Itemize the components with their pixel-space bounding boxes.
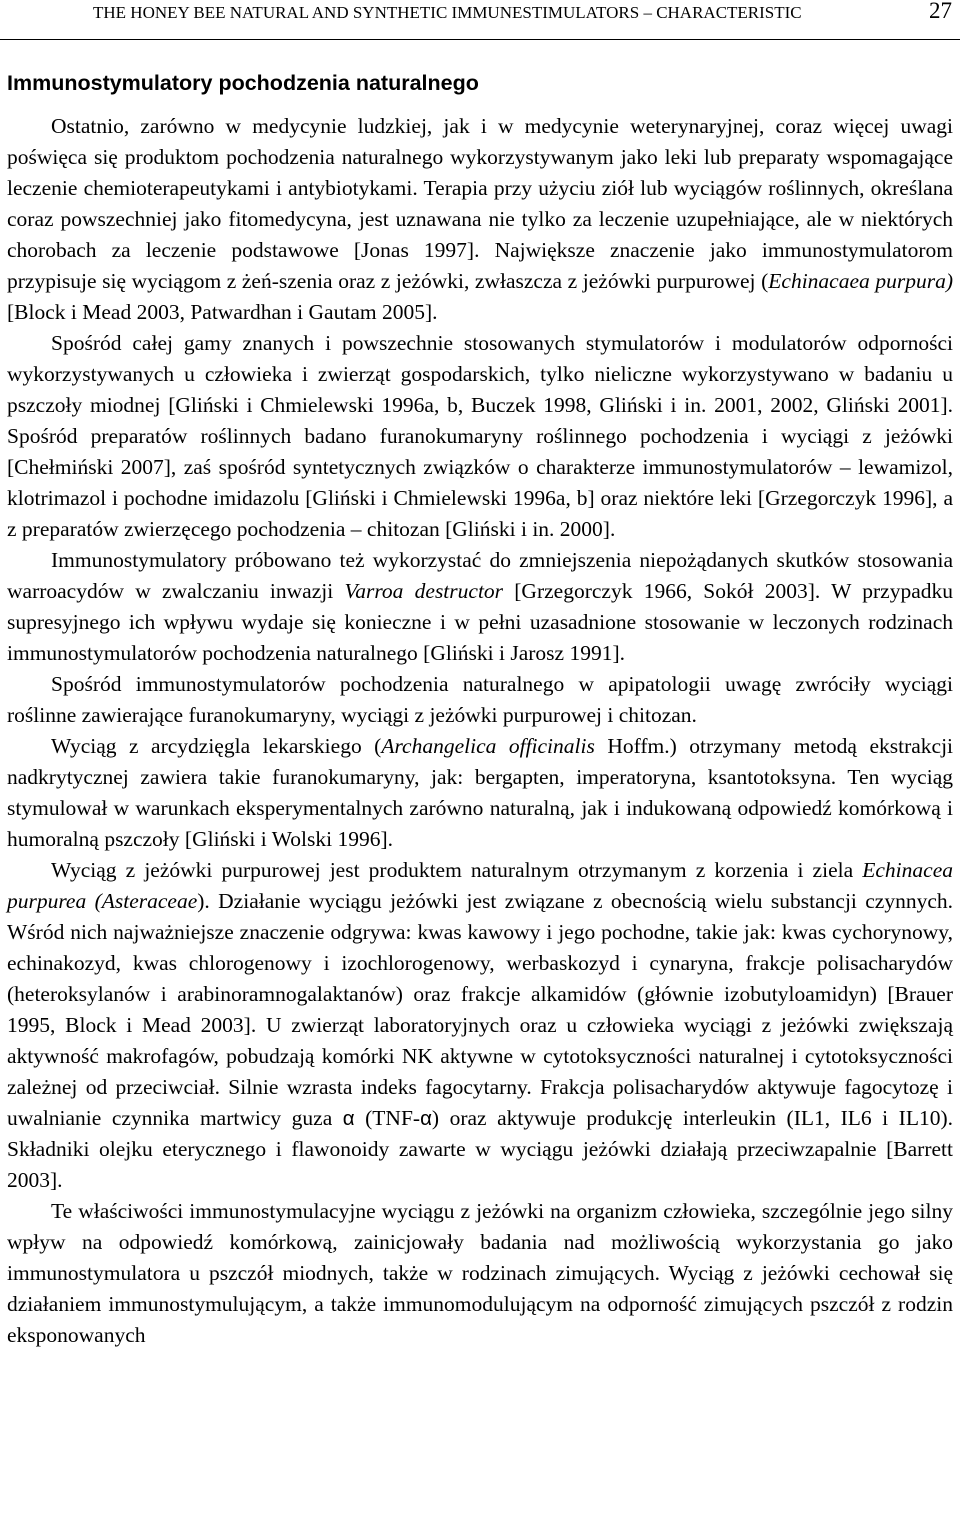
paragraph-6-text-a: Wyciąg z jeżówki purpurowej jest produktem naturalnym otrzymanym z korzenia i ziela — [51, 858, 863, 882]
paragraph-6-text-d: ) oraz aktywuje produkcję interleukin (IL1, IL6 i IL10). Składniki olejku eterycznego i flawonoidy zawarte w wyciągu jeżówki działają przeciwzapalnie [Barrett 2003]. — [7, 1106, 953, 1192]
alpha-symbol: α — [420, 1107, 432, 1130]
paragraph-3 — [7, 545, 953, 669]
paragraph-3-text-a: Immunostymulatory próbowano też wykorzystać do zmniejszenia niepożądanych skutków stosowania warroacydów w zwalczaniu inwazji — [7, 548, 953, 603]
paragraph-1-text-a: Ostatnio, zarówno w medycynie ludzkiej, jak i w medycynie weterynaryjnej, coraz więcej uwagi poświęca się produktom pochodzenia naturalnego wykorzystywanym jako leki lub preparaty wspomagające leczenie chemioterapeutykami i antybiotykami. Terapia przy użyciu ziół lub wyciągów roślinnych, określana coraz powszechniej jako fitomedycyna, jest uznawana nie tylko za leczenie uzupełniające, ale w niektórych chorobach za leczenie podstawowe [Jonas 1997]. — [7, 114, 953, 262]
paragraph-6-species: Echinacea purpurea (Asteraceae — [7, 858, 953, 913]
paragraph-3-text-b: [Grzegorczyk 1966, Sokół 2003]. W przypadku supresyjnego ich wpływu wydaje się konieczne i w pełni uzasadnione stosowanie w leczonych rodzinach immunostymulatorów pochodzenia naturalnego [Gliński i Jarosz 1991]. — [7, 579, 953, 665]
paragraph-5-text-a: Wyciąg z arcydzięgla lekarskiego ( — [51, 734, 382, 758]
paragraph-6-text-c: (TNF- — [354, 1106, 421, 1130]
paragraph-3-species: Varroa destructor — [344, 579, 504, 603]
page-number: 27 — [929, 0, 952, 23]
paragraph-1-text-b: Największe znaczenie jako immunostymulatorom przypisuje się wyciągom z żeń-szenia oraz z jeżówki, zwłaszcza z jeżówki purpurowej ( — [7, 238, 954, 293]
paragraph-1-text-c: [Block i Mead 2003, Patwardhan i Gautam 2005]. — [7, 300, 438, 324]
paragraph-1 — [7, 111, 953, 328]
paragraph-5-species: Archangelica officinalis — [381, 734, 595, 758]
running-title: THE HONEY BEE NATURAL AND SYNTHETIC IMMUNESTIMULATORS – CHARACTERISTIC — [93, 3, 802, 22]
paragraph-1-species: Echinacaea purpura) — [768, 269, 953, 293]
paragraph-7: Te właściwości immunostymulacyjne wyciągu z jeżówki na organizm człowieka, szczególnie jego silny wpływ na odpowiedź komórkową, zainicjowały badania nad możliwością wykorzystania go jako immunostymulatora u pszczół miodnych, także w rodzinach zimujących. Wyciąg z jeżówki cechował się działaniem immunostymulującym, a także immunomodulującym na odporność zimujących pszczół z rodzin eksponowanych — [7, 1199, 953, 1347]
paragraph-6-text-b: ). Działanie wyciągu jeżówki jest związane z obecnością wielu substancji czynnych. Wśród nich najważniejsze znaczenie odgrywa: kwas kawowy i jego pochodne, takie jak: kwas cychorynowy, echinakozyd, kwas chlorogenowy i izochlorogenowy, werbaskozyd i cynaryna, frakcje polisacharydów (heteroksylanów i arabinoramnogalaktanów) oraz frakcje alkamidów (głównie izobutyloamidyn) [Brauer 1995, Block i Mead 2003]. U zwierząt laboratoryjnych oraz u człowieka wyciągi z jeżówki zwiększają aktywność makrofagów, pobudzają komórki NK aktywne w cytotoksyczności naturalnej i cytotoksyczności zależnej od przeciwciał. Silnie wzrasta indeks fagocytarny. Frakcja polisacharydów aktywuje fagocytozę i uwalnianie czynnika martwicy guza — [7, 889, 953, 1130]
section-title: Immunostymulatory pochodzenia naturalnego — [7, 71, 479, 95]
paragraph-6 — [7, 855, 953, 1196]
alpha-symbol: α — [342, 1107, 355, 1130]
paragraph-2: Spośród całej gamy znanych i powszechnie stosowanych stymulatorów i modulatorów odporności wykorzystywanych u człowieka i zwierząt gospodarskich, tylko nieliczne wykorzystywano w badaniu u pszczoły miodnej [Gliński i Chmielewski 1996a, b, Buczek 1998, Gliński i in. 2001, 2002, Gliński 2001]. Spośród preparatów roślinnych badano furanokumaryny roślinnego pochodzenia i wyciągi z jeżówki [Chełmiński 2007], zaś spośród syntetycznych związków o charakterze immunostymulatorów – lewamizol, klotrimazol i pochodne imidazolu [Gliński i Chmielewski 1996a, b] oraz niektóre leki [Grzegorczyk 1996], a z preparatów zwierzęcego pochodzenia – chitozan [Gliński i in. 2000]. — [7, 331, 953, 541]
paragraph-5 — [7, 731, 953, 855]
page-body — [7, 68, 953, 1351]
paragraph-4: Spośród immunostymulatorów pochodzenia naturalnego w apipatologii uwagę zwróciły wyciągi roślinne zawierające furanokumaryny, wyciągi z jeżówki purpurowej i chitozan. — [7, 672, 953, 727]
paragraph-5-text-b: Hoffm.) otrzymany metodą ekstrakcji nadkrytycznej zawiera takie furanokumaryny, jak: bergapten, imperatoryna, ksantotoksyna. Ten wyciąg stymulował w warunkach eksperymentalnych zarówno naturalną, jak i indukowaną odpowiedź komórkową i humoralną pszczoły [Gliński i Wolski 1996]. — [7, 734, 954, 851]
running-header — [0, 0, 960, 40]
